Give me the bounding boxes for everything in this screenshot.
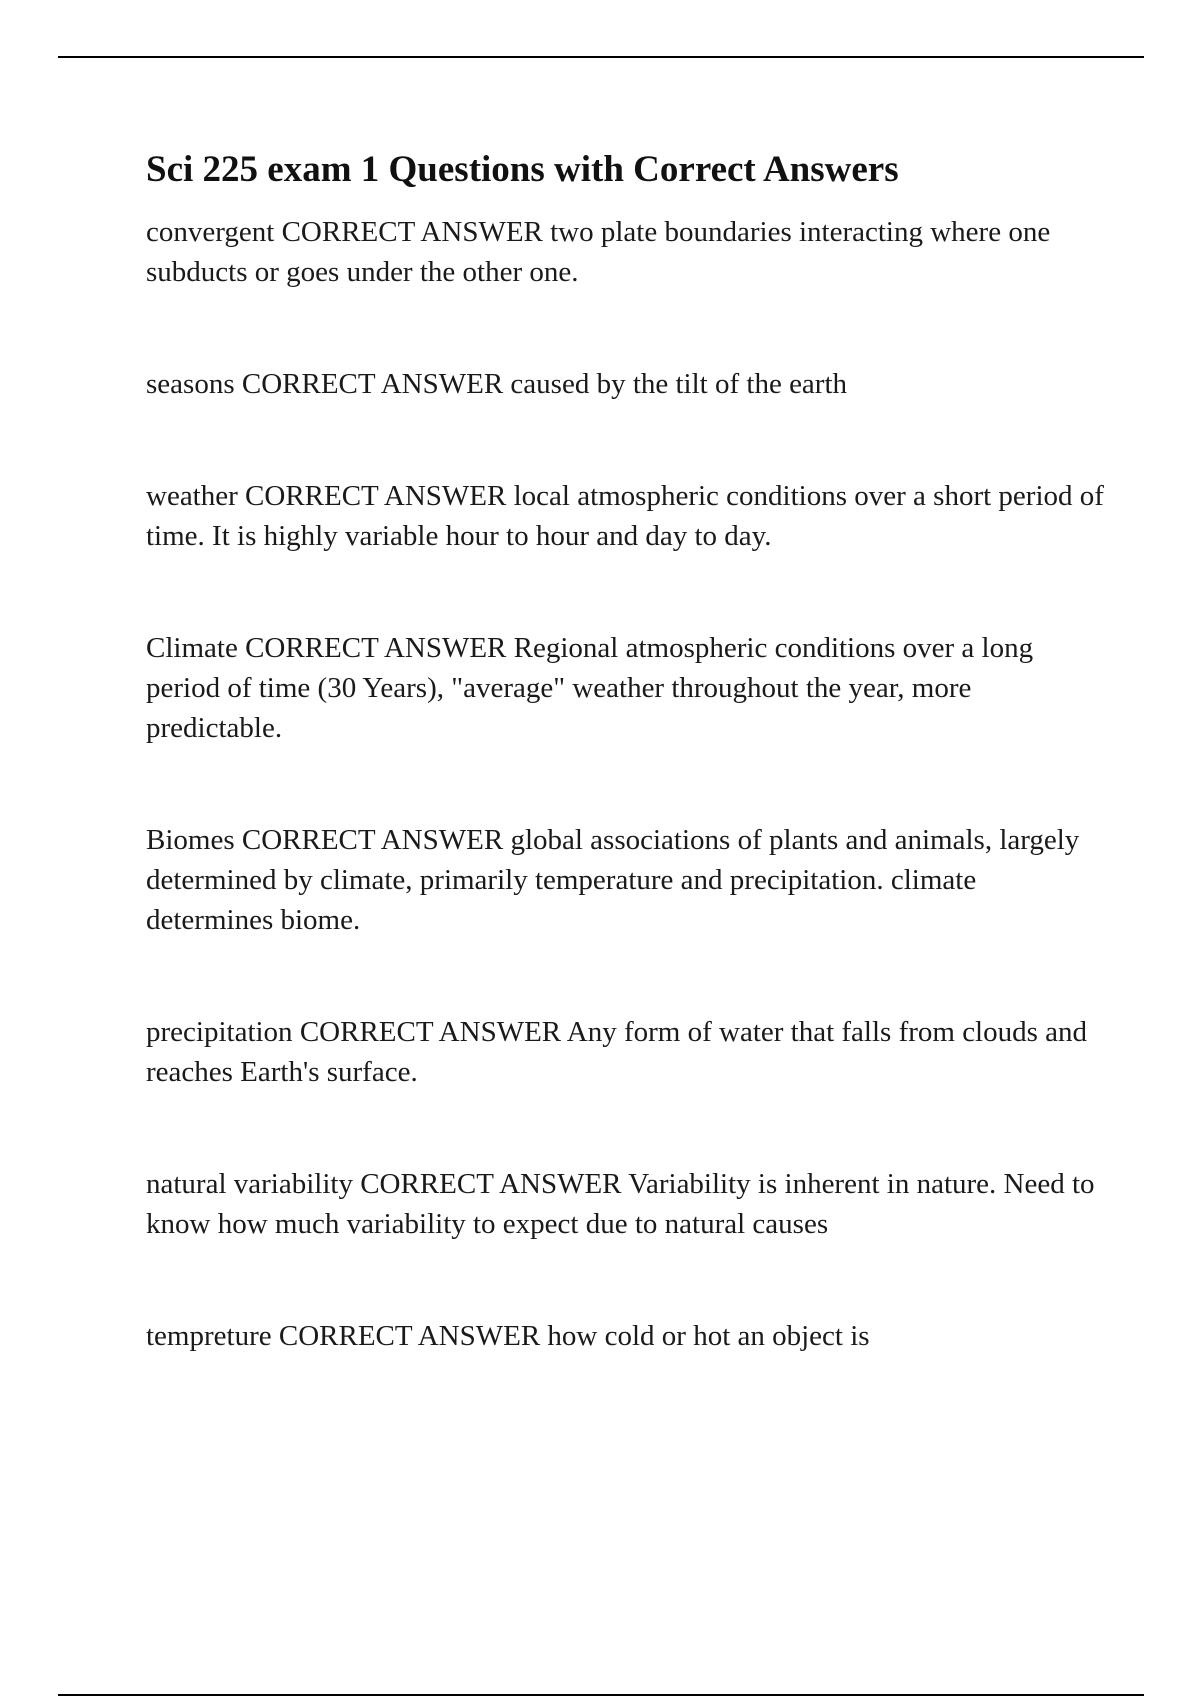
qa-separator: CORRECT ANSWER [299,1016,562,1048]
qa-item-convergent [146,212,1106,292]
qa-term: precipitation [146,1016,293,1048]
qa-term: seasons [146,368,235,400]
qa-separator: CORRECT ANSWER [245,480,507,512]
qa-item-precipitation [146,1012,1106,1092]
qa-item-weather [146,476,1106,556]
document-body [146,140,1106,1428]
qa-answer: global associations of plants and animals, largely determined by climate, primarily temperature and precipitation. climate determines biome. [146,824,1080,936]
bottom-rule [58,1694,1144,1696]
qa-item-tempreture [146,1316,1106,1356]
qa-term: Biomes [146,824,235,856]
qa-answer: two plate boundaries interacting where one subducts or goes under the other one. [146,216,1051,288]
qa-term: tempreture [146,1320,272,1352]
top-rule [58,56,1144,58]
qa-answer: how cold or hot an object is [547,1320,870,1352]
qa-answer: local atmospheric conditions over a short period of time. It is highly variable hour to hour and day to day. [146,480,1104,552]
qa-term: weather [146,480,238,512]
qa-item-climate [146,628,1106,748]
qa-item-natural-variability [146,1164,1106,1244]
qa-separator: CORRECT ANSWER [360,1168,622,1200]
qa-separator: CORRECT ANSWER [241,824,504,856]
qa-answer: Variability is inherent in nature. Need to know how much variability to expect due to natural causes [146,1168,1095,1240]
qa-answer: Regional atmospheric conditions over a long period of time (30 Years), "average" weather throughout the year, more predictable. [146,632,1034,744]
qa-separator: CORRECT ANSWER [241,368,504,400]
qa-item-seasons [146,364,1106,404]
qa-term: Climate [146,632,238,664]
qa-item-biomes [146,820,1106,940]
qa-separator: CORRECT ANSWER [278,1320,541,1352]
qa-answer: Any form of water that falls from clouds and reaches Earth's surface. [146,1016,1088,1088]
qa-term: convergent [146,216,275,248]
page-title: Sci 225 exam 1 Questions with Correct Answers [146,149,899,190]
qa-term: natural variability [146,1168,353,1200]
qa-separator: CORRECT ANSWER [281,216,543,248]
qa-answer: caused by the tilt of the earth [510,368,848,400]
qa-separator: CORRECT ANSWER [245,632,507,664]
